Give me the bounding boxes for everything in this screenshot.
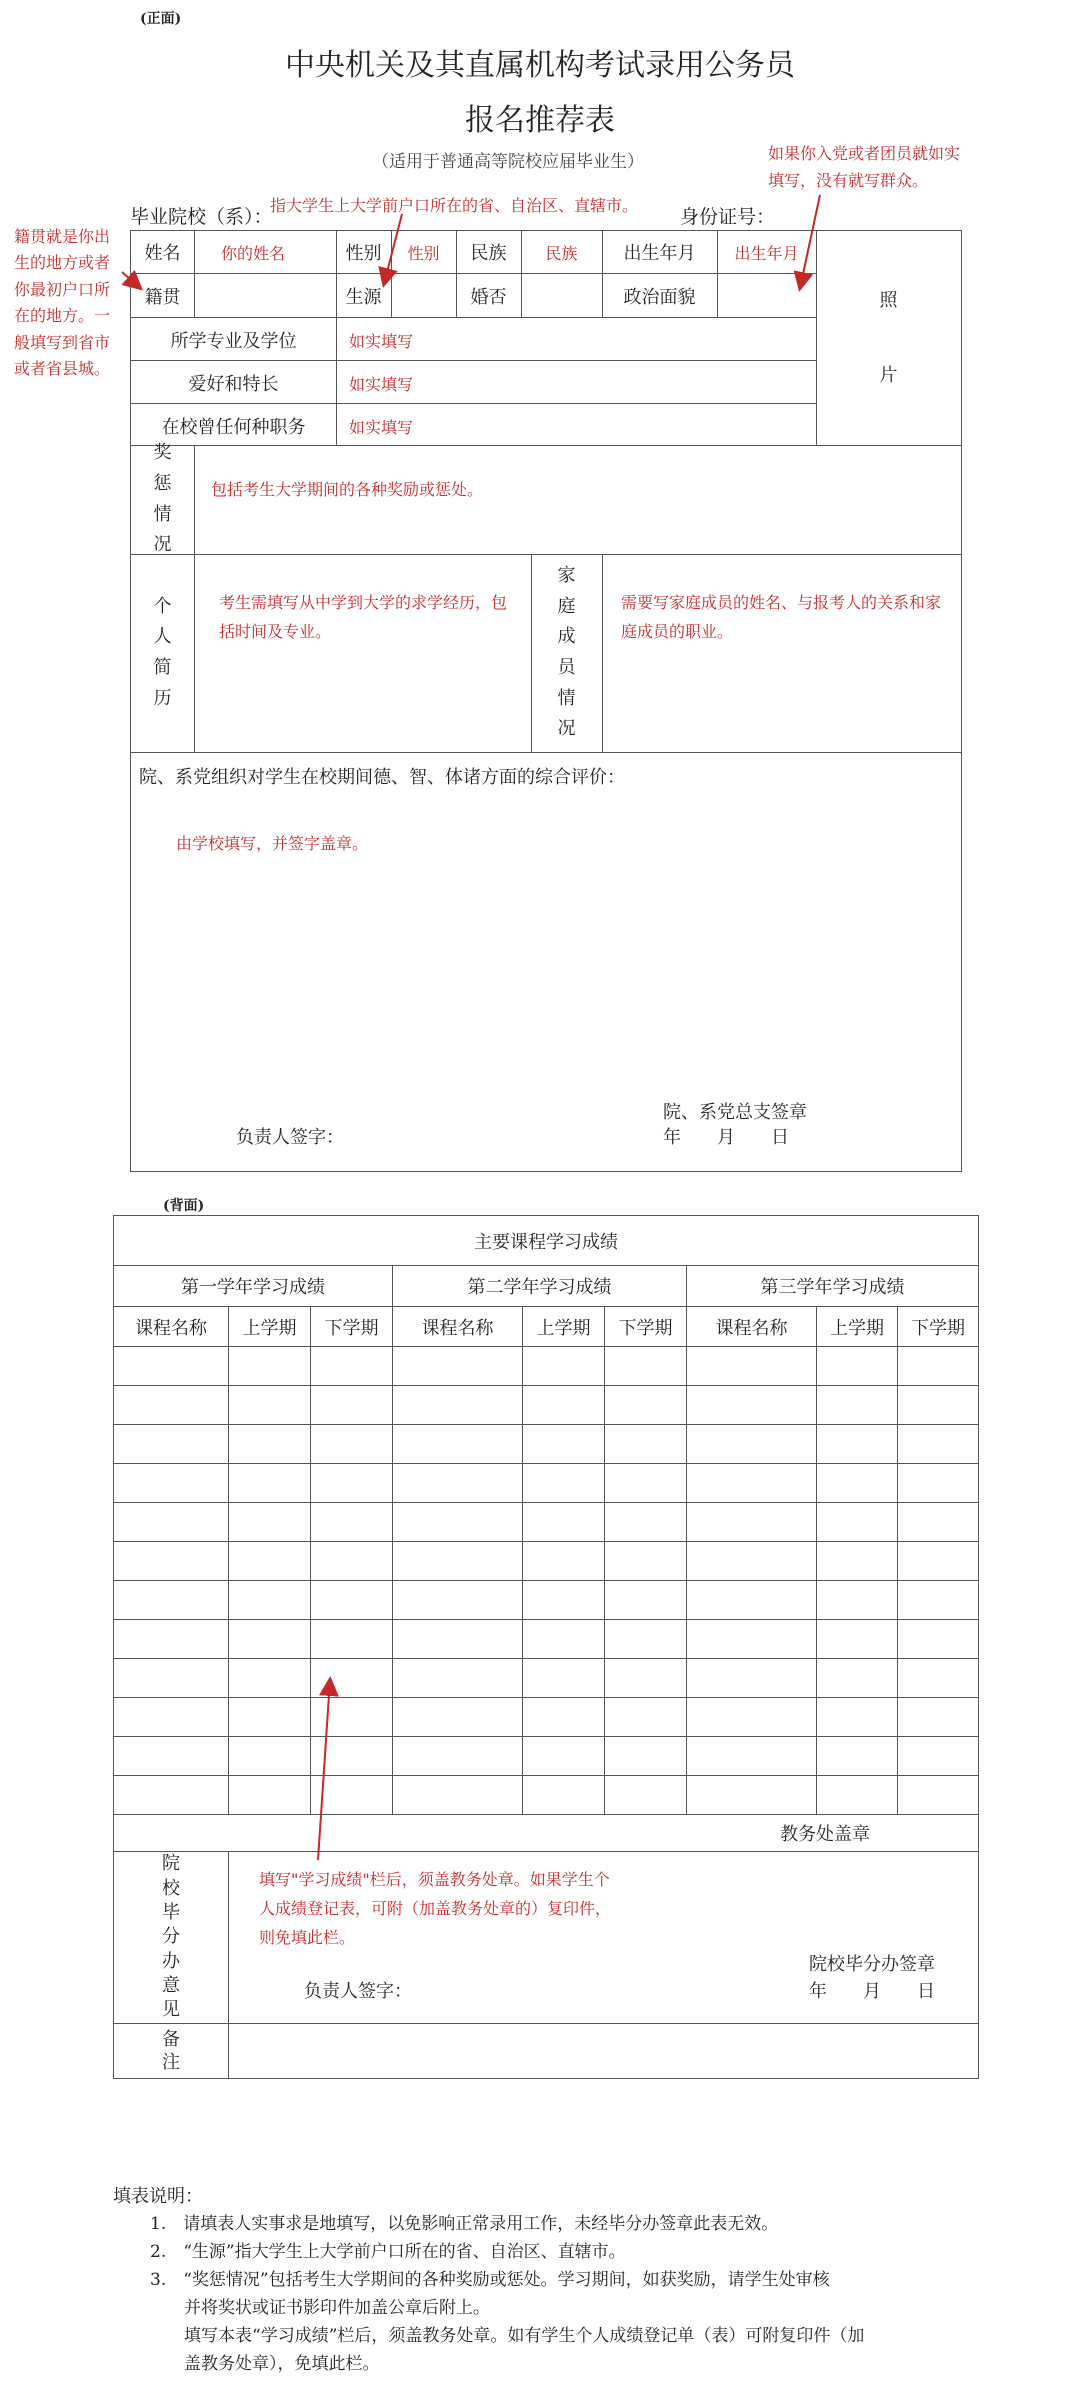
major-hint: 如实填写 — [349, 332, 414, 351]
grade-cell[interactable] — [898, 1737, 979, 1776]
grade-cell[interactable] — [114, 1737, 229, 1776]
grade-cell[interactable] — [898, 1581, 979, 1620]
grade-cell[interactable] — [114, 1659, 229, 1698]
grade-cell[interactable] — [311, 1386, 393, 1425]
vertical-char: 人 — [153, 626, 172, 648]
vertical-char: 成 — [557, 626, 576, 648]
grade-cell[interactable] — [898, 1503, 979, 1542]
photo-label-1: 照 — [879, 290, 898, 311]
form-title: 中央机关及其直属机构考试录用公务员 — [285, 48, 795, 83]
grade-cell[interactable] — [393, 1386, 523, 1425]
grade-cell[interactable] — [393, 1620, 523, 1659]
col-course: 课程名称 — [393, 1307, 523, 1347]
col-course: 课程名称 — [114, 1307, 229, 1347]
hobby-hint: 如实填写 — [349, 375, 414, 394]
grade-cell[interactable] — [229, 1503, 311, 1542]
note-item: 2. “生源”指大学生上大学前户口所在的省、自治区、直辖市。 — [150, 2242, 626, 2263]
grade-cell[interactable] — [523, 1737, 605, 1776]
grade-row — [114, 1581, 979, 1620]
vertical-char: 意 — [162, 1974, 180, 1996]
vertical-char: 家 — [557, 565, 576, 587]
grade-cell[interactable] — [605, 1503, 687, 1542]
resume-hint: 考生需填写从中学到大学的求学经历，包括时间及专业。 — [219, 593, 508, 641]
grade-cell[interactable] — [817, 1386, 898, 1425]
grade-cell[interactable] — [523, 1347, 605, 1386]
origin-label: 生源 — [345, 287, 382, 308]
vertical-char: 个 — [153, 595, 172, 617]
grades-table — [113, 1215, 979, 2079]
hobby-label: 爱好和特长 — [188, 374, 279, 395]
grade-cell[interactable] — [114, 1542, 229, 1581]
grade-cell[interactable] — [898, 1698, 979, 1737]
grade-cell[interactable] — [523, 1542, 605, 1581]
name-hint: 你的姓名 — [221, 244, 286, 263]
native-arrow — [122, 272, 140, 288]
grade-cell[interactable] — [817, 1425, 898, 1464]
grade-cell[interactable] — [311, 1542, 393, 1581]
vertical-char: 奖 — [153, 442, 172, 464]
note-item: 1. 请填表人实事求是地填写，以免影响正常录用工作，未经毕分办签章此表无效。 — [150, 2214, 779, 2234]
grade-cell[interactable] — [687, 1464, 817, 1503]
grade-cell[interactable] — [817, 1347, 898, 1386]
grade-cell[interactable] — [523, 1659, 605, 1698]
grade-cell[interactable] — [114, 1581, 229, 1620]
grade-cell[interactable] — [229, 1776, 311, 1815]
vertical-char: 见 — [162, 1999, 180, 2021]
grade-cell[interactable] — [687, 1776, 817, 1815]
dept-stamp-label: 院、系党总支签章 — [663, 1102, 807, 1123]
grade-cell[interactable] — [311, 1347, 393, 1386]
birth-label: 出生年月 — [623, 243, 696, 264]
vertical-char: 院 — [162, 1853, 180, 1875]
grade-cell[interactable] — [605, 1542, 687, 1581]
grade-cell[interactable] — [687, 1503, 817, 1542]
dept-sign-label: 负责人签字： — [236, 1127, 344, 1148]
grade-cell[interactable] — [523, 1425, 605, 1464]
grade-cell[interactable] — [687, 1425, 817, 1464]
school-label: 毕业院校（系）： — [130, 206, 273, 228]
grade-cell[interactable] — [311, 1698, 393, 1737]
vertical-char: 情 — [153, 503, 172, 525]
grade-cell[interactable] — [229, 1581, 311, 1620]
grade-cell[interactable] — [605, 1347, 687, 1386]
grade-cell[interactable] — [311, 1503, 393, 1542]
political-note: 如果你入党或者团员就如实填写，没有就写群众。 — [768, 144, 961, 191]
grade-cell[interactable] — [114, 1386, 229, 1425]
form-scope: （适用于普通高等院校应届毕业生） — [372, 152, 644, 172]
grade-cell[interactable] — [229, 1620, 311, 1659]
grade-cell[interactable] — [605, 1464, 687, 1503]
family-hint: 需要写家庭成员的姓名、与报考人的关系和家庭成员的职业。 — [621, 593, 942, 641]
grade-row — [114, 1776, 979, 1815]
notes-list — [150, 2210, 970, 2378]
grade-cell[interactable] — [687, 1581, 817, 1620]
grade-row — [114, 1620, 979, 1659]
grade-cell[interactable] — [114, 1464, 229, 1503]
grade-cell[interactable] — [817, 1659, 898, 1698]
form-subtitle: 报名推荐表 — [465, 103, 615, 138]
grade-cell[interactable] — [605, 1776, 687, 1815]
note-item: 盖教务处章），免填此栏。 — [150, 2354, 380, 2375]
vertical-char: 况 — [153, 534, 172, 556]
vertical-char: 办 — [162, 1950, 180, 1972]
origin-note: 指大学生上大学前户口所在的省、自治区、直辖市。 — [270, 196, 639, 215]
evaluation-label: 院、系党组织对学生在校期间德、智、体诸方面的综合评价： — [139, 767, 625, 788]
vertical-char: 庭 — [557, 595, 576, 617]
opinion-label — [114, 1852, 228, 2022]
vertical-char: 备 — [162, 2028, 180, 2050]
grade-cell[interactable] — [229, 1659, 311, 1698]
grade-cell[interactable] — [393, 1776, 523, 1815]
grade-cell[interactable] — [898, 1386, 979, 1425]
grade-cell[interactable] — [523, 1581, 605, 1620]
grade-cell[interactable] — [898, 1425, 979, 1464]
grade-row — [114, 1386, 979, 1425]
vertical-char: 惩 — [153, 472, 172, 494]
grade-cell[interactable] — [523, 1503, 605, 1542]
ethnicity-label: 民族 — [470, 243, 507, 264]
grade-cell[interactable] — [605, 1659, 687, 1698]
grade-cell[interactable] — [114, 1503, 229, 1542]
grade-cell[interactable] — [229, 1386, 311, 1425]
grade-cell[interactable] — [817, 1581, 898, 1620]
grade-cell[interactable] — [393, 1737, 523, 1776]
grade-row — [114, 1347, 979, 1386]
grade-cell[interactable] — [687, 1620, 817, 1659]
grade-cell[interactable] — [898, 1347, 979, 1386]
marital-label: 婚否 — [470, 287, 507, 308]
gender-label: 性别 — [345, 243, 382, 264]
grade-cell[interactable] — [311, 1659, 393, 1698]
grade-cell[interactable] — [393, 1542, 523, 1581]
grade-cell[interactable] — [114, 1347, 229, 1386]
grade-cell[interactable] — [817, 1737, 898, 1776]
opinion-stamp-label: 院校毕分办签章 — [809, 1954, 935, 1975]
rewards-hint: 包括考生大学期间的各种奖励或惩处。 — [211, 480, 484, 499]
grade-cell[interactable] — [311, 1581, 393, 1620]
opinion-date-label: 年 月 日 — [809, 1981, 935, 2002]
col-term-1: 上学期 — [817, 1307, 898, 1347]
grade-cell[interactable] — [229, 1542, 311, 1581]
vertical-char: 注 — [162, 2052, 180, 2073]
grades-note: 填写"学习成绩"栏后，须盖教务处章。如果学生个人成绩登记表，可附（加盖教务处章的）复印件，则免填此栏。 — [259, 1870, 612, 1947]
grade-cell[interactable] — [114, 1698, 229, 1737]
position-label: 在校曾任何种职务 — [161, 417, 306, 438]
grade-cell[interactable] — [687, 1737, 817, 1776]
notes-heading: 填表说明： — [113, 2186, 203, 2207]
grades-title: 主要课程学习成绩 — [114, 1216, 979, 1266]
grade-cell[interactable] — [817, 1464, 898, 1503]
grade-cell[interactable] — [229, 1347, 311, 1386]
grade-cell[interactable] — [817, 1620, 898, 1659]
grade-cell[interactable] — [523, 1386, 605, 1425]
grade-cell[interactable] — [817, 1698, 898, 1737]
name-label: 姓名 — [144, 243, 181, 264]
note-item: 填写本表“学习成绩”栏后，须盖教务处章。如有学生个人成绩登记单（表）可附复印件（加 — [150, 2326, 865, 2347]
birth-hint: 出生年月 — [734, 244, 799, 263]
grade-row — [114, 1464, 979, 1503]
vertical-char: 员 — [557, 657, 576, 678]
grade-cell[interactable] — [687, 1386, 817, 1425]
grade-cell[interactable] — [114, 1620, 229, 1659]
grade-cell[interactable] — [605, 1698, 687, 1737]
grade-row — [114, 1698, 979, 1737]
grade-cell[interactable] — [687, 1542, 817, 1581]
grade-cell[interactable] — [311, 1425, 393, 1464]
note-item: 3. “奖惩情况”包括考生大学期间的各种奖励或惩处。学习期间，如获奖励，请学生处审核 — [150, 2270, 830, 2291]
political-label: 政治面貌 — [623, 287, 696, 308]
grade-cell[interactable] — [605, 1737, 687, 1776]
remark-label — [114, 2028, 228, 2075]
photo-label-2: 片 — [879, 365, 898, 386]
grade-cell[interactable] — [393, 1659, 523, 1698]
remark-field[interactable] — [229, 2024, 979, 2079]
grade-cell[interactable] — [605, 1425, 687, 1464]
grade-row — [114, 1503, 979, 1542]
year-1-header: 第一学年学习成绩 — [114, 1266, 393, 1307]
vertical-char: 校 — [162, 1877, 180, 1899]
grade-cell[interactable] — [687, 1698, 817, 1737]
grade-cell[interactable] — [393, 1698, 523, 1737]
vertical-char: 历 — [153, 687, 172, 709]
dept-date-label: 年 月 日 — [663, 1127, 789, 1148]
grade-cell[interactable] — [229, 1464, 311, 1503]
grade-cell[interactable] — [605, 1386, 687, 1425]
vertical-char: 毕 — [162, 1902, 180, 1924]
origin-arrow — [384, 214, 402, 284]
ethnicity-hint: 民族 — [545, 244, 578, 263]
grade-cell[interactable] — [898, 1464, 979, 1503]
position-hint: 如实填写 — [349, 418, 414, 437]
col-term-2: 下学期 — [898, 1307, 979, 1347]
grade-cell[interactable] — [393, 1464, 523, 1503]
grade-row — [114, 1425, 979, 1464]
office-stamp-label: 教务处盖章 — [114, 1815, 979, 1852]
grade-cell[interactable] — [229, 1425, 311, 1464]
grade-cell[interactable] — [393, 1425, 523, 1464]
grade-cell[interactable] — [898, 1659, 979, 1698]
col-term-2: 下学期 — [311, 1307, 393, 1347]
vertical-char: 况 — [557, 718, 576, 740]
id-label: 身份证号： — [680, 206, 776, 228]
grade-cell[interactable] — [393, 1347, 523, 1386]
year-3-header: 第三学年学习成绩 — [687, 1266, 979, 1307]
back-label: (背面) — [163, 1198, 205, 1214]
grade-cell[interactable] — [817, 1542, 898, 1581]
col-term-1: 上学期 — [229, 1307, 311, 1347]
grade-cell[interactable] — [687, 1659, 817, 1698]
major-label: 所学专业及学位 — [170, 331, 297, 352]
grade-cell[interactable] — [898, 1542, 979, 1581]
grade-cell[interactable] — [898, 1776, 979, 1815]
grade-row — [114, 1737, 979, 1776]
vertical-char: 分 — [162, 1926, 180, 1948]
grade-cell[interactable] — [229, 1698, 311, 1737]
grade-cell[interactable] — [817, 1776, 898, 1815]
grade-cell[interactable] — [393, 1581, 523, 1620]
year-2-header: 第二学年学习成绩 — [393, 1266, 687, 1307]
grade-cell[interactable] — [687, 1347, 817, 1386]
grade-cell[interactable] — [523, 1776, 605, 1815]
grade-cell[interactable] — [393, 1503, 523, 1542]
opinion-sign-label: 负责人签字： — [304, 1981, 412, 2002]
grade-cell[interactable] — [311, 1737, 393, 1776]
front-label: (正面) — [140, 11, 182, 27]
grade-cell[interactable] — [523, 1698, 605, 1737]
grade-cell[interactable] — [523, 1464, 605, 1503]
grade-row — [114, 1659, 979, 1698]
col-term-2: 下学期 — [605, 1307, 687, 1347]
gender-hint: 性别 — [407, 244, 440, 263]
grade-cell[interactable] — [311, 1620, 393, 1659]
vertical-char: 情 — [557, 687, 576, 709]
native-label: 籍贯 — [144, 287, 181, 308]
grade-cell[interactable] — [817, 1503, 898, 1542]
evaluation-hint: 由学校填写，并签字盖章。 — [176, 834, 369, 853]
political-arrow — [800, 195, 820, 288]
grade-cell[interactable] — [114, 1776, 229, 1815]
grade-cell[interactable] — [523, 1620, 605, 1659]
grade-cell[interactable] — [898, 1620, 979, 1659]
col-term-1: 上学期 — [523, 1307, 605, 1347]
grade-cell[interactable] — [311, 1464, 393, 1503]
grade-cell[interactable] — [114, 1425, 229, 1464]
col-course: 课程名称 — [687, 1307, 817, 1347]
grade-cell[interactable] — [311, 1776, 393, 1815]
grade-row — [114, 1542, 979, 1581]
native-note: 籍贯就是你出生的地方或者你最初户口所在的地方。一般填写到省市或者省县城。 — [14, 227, 111, 378]
grade-cell[interactable] — [605, 1620, 687, 1659]
grade-cell[interactable] — [605, 1581, 687, 1620]
note-item: 并将奖状或证书影印件加盖公章后附上。 — [150, 2298, 490, 2319]
grade-cell[interactable] — [229, 1737, 311, 1776]
vertical-char: 简 — [153, 657, 172, 678]
